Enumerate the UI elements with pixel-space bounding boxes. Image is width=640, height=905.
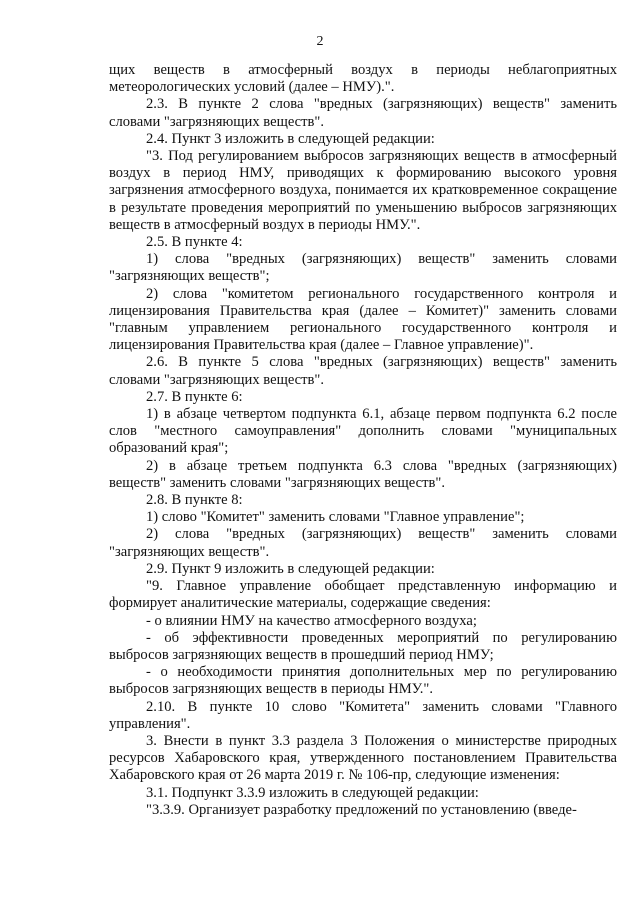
- paragraph: 1) в абзаце четвертом подпункта 6.1, абзаце первом подпункта 6.2 после слов "местного самоуправления" дополнить словами "муниципальных образований края";: [109, 406, 617, 457]
- paragraph: 2) слова "вредных (загрязняющих) веществ" заменить словами "загрязняющих веществ".: [109, 526, 617, 560]
- paragraph: 1) слово "Комитет" заменить словами "Главное управление";: [146, 509, 525, 526]
- paragraph: 2.3. В пункте 2 слова "вредных (загрязняющих) веществ" заменить словами "загрязняющих веществ".: [109, 96, 617, 130]
- paragraph: 2.4. Пункт 3 изложить в следующей редакции:: [146, 130, 435, 147]
- paragraph: щих веществ в атмосферный воздух в периоды неблагоприятных метеорологических условий (далее – НМУ).".: [109, 62, 617, 96]
- document-body: [109, 62, 617, 819]
- paragraph: 2.9. Пункт 9 изложить в следующей редакции:: [146, 560, 435, 577]
- paragraph: - о влиянии НМУ на качество атмосферного воздуха;: [146, 612, 477, 629]
- paragraph: 2.8. В пункте 8:: [146, 492, 243, 509]
- paragraph: 3.1. Подпункт 3.3.9 изложить в следующей редакции:: [146, 784, 479, 801]
- paragraph: "3. Под регулированием выбросов загрязняющих веществ в атмосферный воздух в период НМУ, приводящих к формированию высокого уровня загрязнения атмосферного воздуха, понимается их кратковременное сокращение в результате проведения мероприятий по уменьшению выбросов загрязняющих веществ в атмосферный воздух в периоды НМУ.".: [109, 148, 617, 233]
- paragraph: 2) слова "комитетом регионального государственного контроля и лицензирования Правительства края (далее – Комитет)" заменить словами "главным управлением регионального государственного контроля и лицензирования Правительства края (далее – Главное управление)".: [109, 285, 617, 354]
- paragraph: 2.7. В пункте 6:: [146, 388, 243, 405]
- paragraph: 1) слова "вредных (загрязняющих) веществ" заменить словами "загрязняющих веществ";: [109, 251, 617, 285]
- paragraph: - о необходимости принятия дополнительных мер по регулированию выбросов загрязняющих веществ в периоды НМУ.".: [109, 664, 617, 698]
- paragraph: 2) в абзаце третьем подпункта 6.3 слова "вредных (загрязняющих) веществ" заменить словами "загрязняющих веществ".: [109, 457, 617, 491]
- page-number: 2: [316, 34, 324, 49]
- paragraph: 2.5. В пункте 4:: [146, 234, 243, 251]
- paragraph: - об эффективности проведенных мероприятий по регулированию выбросов загрязняющих веществ в прошедший период НМУ;: [109, 629, 617, 663]
- paragraph: 3. Внести в пункт 3.3 раздела 3 Положения о министерстве природных ресурсов Хабаровского края, утвержденного постановлением Правительства Хабаровского края от 26 марта 2019 г. № 106-пр, следующие изменения:: [109, 732, 617, 784]
- paragraph: "9. Главное управление обобщает представленную информацию и формирует аналитические материалы, содержащие сведения:: [109, 578, 617, 612]
- paragraph: 2.6. В пункте 5 слова "вредных (загрязняющих) веществ" заменить словами "загрязняющих веществ".: [109, 354, 617, 388]
- paragraph: 2.10. В пункте 10 слово "Комитета" заменить словами "Главного управления".: [109, 698, 617, 732]
- paragraph: "3.3.9. Организует разработку предложений по установлению (введе-: [146, 801, 577, 818]
